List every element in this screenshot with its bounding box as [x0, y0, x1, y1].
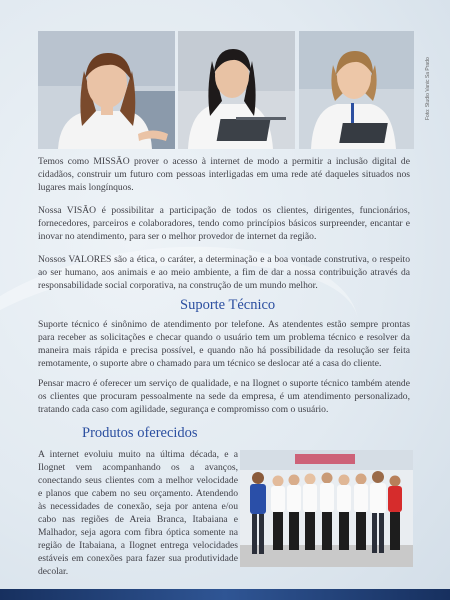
bottom-color-band [0, 589, 450, 600]
mission-paragraph: Temos como MISSÃO prover o acesso à internet de modo a permitir a inclusão digital de cidadãos, construir um futuro com pessoas interligadas em uma rede até daqueles situados nos lugares mais longínquos. [38, 156, 410, 193]
photo-credit: Foto: Studio Vanic Sa Prado [425, 57, 431, 120]
support-heading: Suporte Técnico [180, 297, 276, 313]
photo-attendant-2 [178, 31, 295, 149]
support-paragraph-1: Suporte técnico é sinônimo de atendimento por telefone. As atendentes estão sempre prontas para receber as solicitações e checar quando o usuário tem um problema técnico e resolver da maneira mais rápida e precisa possível, e quando não há possibilidade da resolução ser feita remotamente, o suporte abre o chamado para um técnico se deslocar até a casa do cliente. [38, 319, 410, 369]
products-paragraph: A internet evoluiu muito na última década, e a Ilognet vem acompanhando os a avanços, conectando seus clientes com a melhor velocidade e planos que cabem no seu orçamento. Atendendo às necessidades de conexão, seja por antena e/ou cabo nas regiões de Areia Branca, Itabaiana e Malhador, seja agora com fibra óptica somente na região de Itabaiana, a Ilognet entrega velocidades estáveis em conexões para fazer sua produtividade decolar. [38, 449, 238, 577]
products-heading: Produtos oferecidos [82, 425, 198, 441]
values-paragraph: Nossos VALORES são a ética, o caráter, a determinação e a boa vontade construtiva, o respeito ao ser humano, aos animais e ao meio ambiente, a fim de dar a nossa contribuição através da responsabilidade social corporativa, na construção de um mundo melhor. [38, 254, 410, 291]
vision-paragraph: Nossa VISÃO é possibilitar a participação de todos os clientes, dirigentes, funcionários, fornecedores, parceiros e colaboradores, tendo como princípios básicos surpreender, encantar e inovar no atendimento, para ser o melhor provedor de internet da região. [38, 205, 410, 242]
photo-attendant-1 [38, 31, 175, 149]
photo-attendant-3 [299, 31, 414, 149]
team-photo [240, 450, 413, 567]
support-paragraph-2: Pensar macro é oferecer um serviço de qualidade, e na Ilognet o suporte técnico também atende os clientes que procuram pessoalmente na sede da empresa, é um atendimento personalizado, tratando cada caso com agilidade, segurança e compromisso com o usuário. [38, 378, 410, 415]
